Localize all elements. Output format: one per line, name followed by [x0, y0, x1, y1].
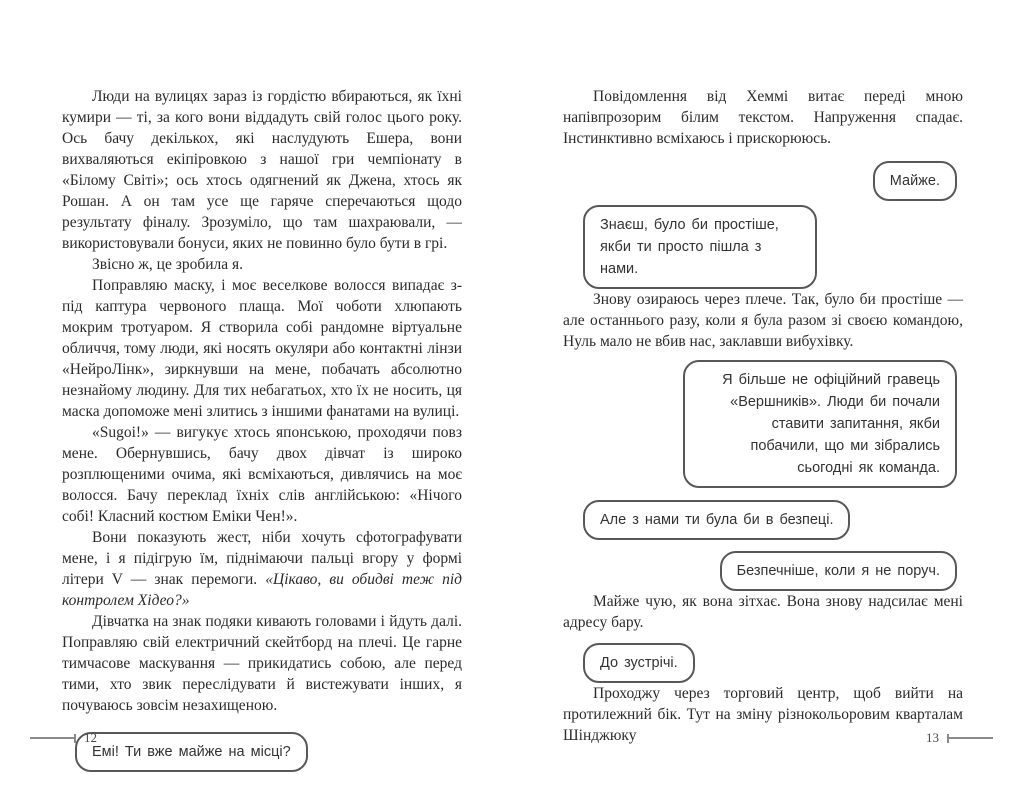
- chat-bubble-simpler: Знаєш, було би простіше, якби ти просто пішла з нами.: [583, 205, 817, 289]
- chat-bubble-row: [563, 205, 963, 289]
- paragraph-text: Вони показують жест, ніби хочуть сфотографувати мене, і я підігрую їм, піднімаючи пальці вгору у формі літери V — знак перемоги.: [62, 529, 462, 588]
- chat-bubble-almost: Майже.: [873, 161, 957, 201]
- paragraph: Проходжу через торговий центр, щоб вийти на протилежний бік. Тут на зміну різнокольоровим кварталам Шінджюку: [563, 685, 963, 744]
- page-number-left: 12: [84, 730, 97, 745]
- footer-rule: [949, 737, 993, 739]
- chat-bubble-safer-without-me: Безпечніше, коли я не поруч.: [720, 551, 957, 591]
- chat-bubble-row: [563, 161, 963, 201]
- paragraph: Знову озираюсь через плече. Так, було би простіше — але останнього разу, коли я була разом зі своєю командою, Нуль мало не вбив нас, заклавши вибухівку.: [563, 291, 963, 350]
- paragraph: Повідомлення від Хеммі витає переді мною напівпрозорим білим текстом. Напруження спадає. Інстинктивно всміхаюсь і прискорююсь.: [563, 88, 963, 147]
- paragraph: Звісно ж, це зробила я.: [92, 256, 243, 273]
- paragraph: Майже чую, як вона зітхає. Вона знову надсилає мені адресу бару.: [563, 593, 963, 631]
- chat-bubble-row: [563, 551, 963, 591]
- page-left: [62, 0, 462, 772]
- chat-bubble-row: [62, 732, 462, 772]
- paragraph: Люди на вулицях зараз із гордістю вбираються, як їхні кумири — ті, за кого вони віддадуть свій голос цього року. Ось бачу декількох, які наслудують Ешера, вони вихваляються екіпіровкою з нашої гри чемпіонату в «Білому Світі»; ось хтось одягнений як Джена, хтось як Рошан. А он там усе ще гаряче сперечаються щодо результату фіналу. Зрозуміло, що там шахраювали, — використовували бонуси, яких не повинно було бути в грі.: [62, 88, 462, 252]
- chat-bubble-row: [563, 500, 963, 540]
- chat-bubble-ami-location: Емі! Ти вже майже на місці?: [75, 732, 308, 772]
- page-footer-left: [30, 732, 97, 744]
- paragraph-italic-text: «Цікаво, ви обидві теж під контролем Хідео?»: [62, 571, 463, 609]
- page-right: [563, 0, 963, 746]
- paragraph: Дівчатка на знак подяки кивають головами і йдуть далі. Поправляю свій електричний скейтборд на плечі. Це гарне тимчасове маскування — прикидатись собою, але перед тими, хто звик переслідувати й вистежувати інших, я почуваюсь зовсім незахищеною.: [62, 613, 462, 714]
- chat-bubble-row: [563, 643, 963, 683]
- chat-bubble-safe-with-us: Але з нами ти була би в безпеці.: [583, 500, 850, 540]
- chat-bubble-row: [563, 360, 963, 488]
- page-footer-right: [926, 732, 993, 744]
- footer-rule-tick: [74, 734, 76, 743]
- paragraph: Поправляю маску, і моє веселкове волосся випадає з-під каптура червоного плаща. Мої чоботи хлюпають мокрим тротуаром. Я створила собі рандомне віртуальне обличчя, тому люди, які носять окуляри або контактні лінзи «НейроЛінк», зиркнувши на мене, побачать абсолютно незнайому людину. Для тих небагатьох, хто їх не носить, ця маска допоможе мені злитись з іншими фанатами на вулиці.: [62, 277, 462, 420]
- chat-bubble-see-you: До зустрічі.: [583, 643, 695, 683]
- chat-bubble-not-official: Я більше не офіційний гравець «Вершників». Люди би почали ставити запитання, якби побачили, що ми зібрались сьогодні як команда.: [683, 360, 957, 488]
- page-number-right: 13: [926, 730, 939, 745]
- paragraph: «Sugoi!» — вигукує хтось японською, проходячи повз мене. Обернувшись, бачу двох дівчат із широко розплющеними очима, які всміхаються, дивлячись на моє волосся. Бачу переклад їхніх слів англійською: «Нічого собі! Класний костюм Еміки Чен!».: [62, 424, 462, 525]
- paragraph: [62, 527, 462, 611]
- footer-rule: [30, 737, 74, 739]
